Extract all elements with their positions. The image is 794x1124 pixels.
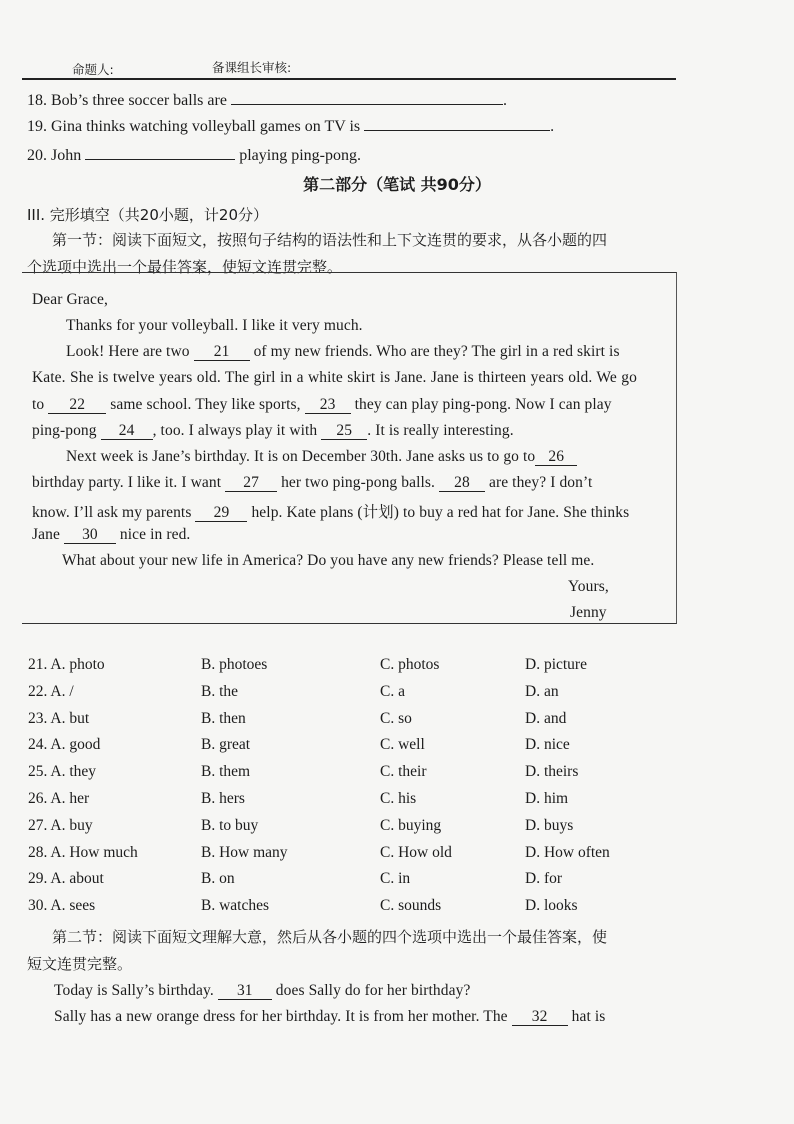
letter-line-2: Look! Here are two 21 of my new friends. Who are they? The girl in a red skirt is (66, 343, 620, 360)
letter-line-8: know. I’ll ask my parents 29 help. Kate plans (计划) to buy a red hat for Jane. She thinks (32, 504, 630, 521)
option-28-a[interactable]: 28. A. How much (28, 843, 138, 861)
passage2-line-1: Today is Sally’s birthday. 31 does Sally do for her birthday? (54, 982, 471, 999)
cloze-blank-24[interactable]: 24 (101, 423, 153, 440)
option-30-a[interactable]: 30. A. sees (28, 897, 96, 915)
part2-title: 第二部分（笔试 共90分） (303, 175, 491, 194)
option-21-d[interactable]: D. picture (525, 656, 587, 673)
cloze-blank-29[interactable]: 29 (195, 505, 247, 522)
option-26-b[interactable]: B. hers (201, 790, 245, 807)
answer-blank-20[interactable] (85, 145, 235, 160)
cloze-blank-27[interactable]: 27 (225, 475, 277, 492)
option-29-b[interactable]: B. on (201, 870, 235, 888)
option-29-d[interactable]: D. for (525, 870, 563, 888)
letter-greeting: Dear Grace, (32, 291, 108, 308)
section1-instruction-line1: 第一节：阅读下面短文，按照句子结构的语法性和上下文连贯的要求，从各小题的四 (52, 231, 608, 249)
letter-line-5: ping-pong 24 , too. I always play it with 25 . It is really interesting. (32, 422, 514, 439)
option-27-c[interactable]: C. buying (380, 816, 442, 834)
option-21-c[interactable]: C. photos (380, 656, 440, 673)
option-28-b[interactable]: B. How many (201, 843, 288, 861)
letter-line-7: birthday party. I like it. I want 27 her two ping-pong balls. 28 are they? I don’t (32, 474, 593, 491)
option-21-b[interactable]: B. photoes (201, 656, 268, 673)
page-header (22, 58, 676, 80)
option-25-a[interactable]: 25. A. they (28, 763, 97, 781)
letter-signature: Jenny (570, 604, 607, 621)
letter-line-1: Thanks for your volleyball. I like it very much. (66, 317, 363, 334)
option-24-a[interactable]: 24. A. good (28, 736, 101, 754)
option-30-c[interactable]: C. sounds (380, 897, 442, 915)
setter-label: 命题人: (72, 62, 114, 77)
option-26-c[interactable]: C. his (380, 790, 417, 807)
answer-blank-19[interactable] (364, 116, 550, 131)
option-22-c[interactable]: C. a (380, 682, 405, 700)
option-25-d[interactable]: D. theirs (525, 763, 579, 781)
option-24-c[interactable]: C. well (380, 736, 425, 754)
option-30-b[interactable]: B. watches (201, 897, 270, 915)
option-27-a[interactable]: 27. A. buy (28, 816, 93, 834)
option-22-d[interactable]: D. an (525, 682, 559, 700)
option-26-d[interactable]: D. him (525, 790, 569, 807)
question-19: 19. Gina thinks watching volleyball games on TV is . (27, 118, 555, 135)
section3-title: III. 完形填空（共20小题，计20分） (27, 206, 268, 224)
section2-instruction-line2: 短文连贯完整。 (27, 955, 133, 973)
option-27-d[interactable]: D. buys (525, 816, 574, 834)
cloze-blank-32[interactable]: 32 (512, 1009, 568, 1026)
option-29-c[interactable]: C. in (380, 870, 411, 888)
question-20: 20. John playing ping-pong. (27, 147, 361, 164)
cloze-blank-30[interactable]: 30 (64, 527, 116, 544)
option-24-d[interactable]: D. nice (525, 736, 570, 754)
cloze-blank-25[interactable]: 25 (321, 423, 367, 440)
section2-instruction-line1: 第二节：阅读下面短文理解大意，然后从各小题的四个选项中选出一个最佳答案，使 (52, 928, 608, 946)
letter-line-3: Kate. She is twelve years old. The girl in a white skirt is Jane. Jane is thirteen years old. We go (32, 369, 637, 386)
section1-instruction-line2: 个选项中选出一个最佳答案，使短文连贯完整。 (27, 258, 343, 276)
option-25-b[interactable]: B. them (201, 763, 251, 781)
passage2-line-2: Sally has a new orange dress for her birthday. It is from her mother. The 32 hat is (54, 1008, 606, 1025)
option-28-d[interactable]: D. How often (525, 843, 610, 861)
cloze-blank-26[interactable]: 26 (535, 449, 577, 466)
option-21-a[interactable]: 21. A. photo (28, 656, 105, 673)
letter-line-9: Jane 30 nice in red. (32, 526, 191, 543)
letter-line-6: Next week is Jane’s birthday. It is on December 30th. Jane asks us to go to 26 (66, 448, 577, 466)
option-30-d[interactable]: D. looks (525, 897, 578, 915)
option-22-a[interactable]: 22. A. / (28, 682, 74, 700)
letter-line-4: to 22 same school. They like sports, 23 they can play ping-pong. Now I can play (32, 396, 612, 413)
option-29-a[interactable]: 29. A. about (28, 870, 104, 888)
cloze-blank-21[interactable]: 21 (194, 344, 250, 361)
option-23-d[interactable]: D. and (525, 709, 567, 727)
letter-line-10: What about your new life in America? Do you have any new friends? Please tell me. (62, 552, 595, 569)
letter-closing: Yours, (568, 578, 609, 595)
option-28-c[interactable]: C. How old (380, 843, 452, 861)
option-25-c[interactable]: C. their (380, 763, 427, 781)
option-23-c[interactable]: C. so (380, 709, 412, 727)
option-27-b[interactable]: B. to buy (201, 816, 259, 834)
answer-blank-18[interactable] (231, 90, 503, 105)
cloze-blank-28[interactable]: 28 (439, 475, 485, 492)
reviewer-label: 备课组长审核: (212, 60, 292, 75)
option-26-a[interactable]: 26. A. her (28, 790, 90, 807)
option-23-a[interactable]: 23. A. but (28, 709, 90, 727)
cloze-blank-22[interactable]: 22 (48, 397, 106, 414)
cloze-blank-31[interactable]: 31 (218, 983, 272, 1000)
option-23-b[interactable]: B. then (201, 709, 246, 727)
question-18: 18. Bob’s three soccer balls are . (27, 92, 507, 109)
option-22-b[interactable]: B. the (201, 682, 239, 700)
option-24-b[interactable]: B. great (201, 736, 251, 754)
cloze-blank-23[interactable]: 23 (305, 397, 351, 414)
